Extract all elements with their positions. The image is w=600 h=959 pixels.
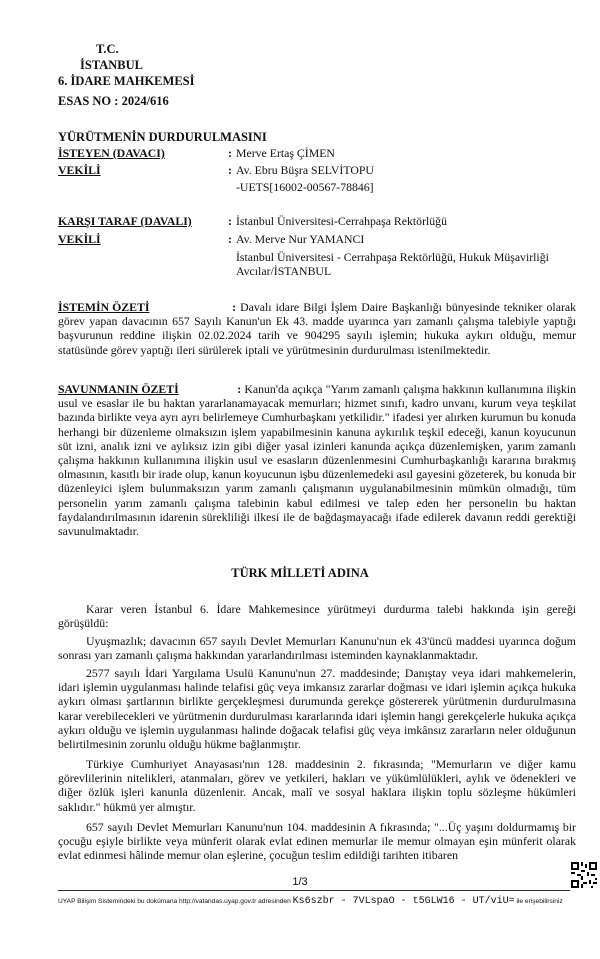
qr-code-icon — [571, 862, 597, 888]
paragraph-5: 657 sayılı Devlet Memurları Kanunu'nun 104. maddesinin A fıkrasında; "...Üç yaşını doldurmamış bir çocuğu eşiyle birlikte veya münferit olarak evlat edinen memurlar ile memur olmayan eşin münferit olarak evlat edinmesi hâlinde memur olan eşlerine, çocuğun teslim edildiği tarihten itibaren — [58, 820, 576, 863]
nation-heading: TÜRK MİLLETİ ADINA — [231, 566, 369, 580]
karsi-value: İstanbul Üniversitesi-Cerrahpaşa Rektörlüğü — [236, 214, 447, 228]
paragraph-1: Karar veren İstanbul 6. İdare Mahkemesince yürütmeyi durdurma talebi hakkında işin gereği görüşüldü: — [58, 602, 576, 631]
footer-access-code: Ks6szbr - 7VLspaO - t5GLW16 - UT/viU= — [292, 896, 515, 907]
vekili1-uets: -UETS[16002-00567-78846] — [236, 180, 374, 194]
vekili2-address-line1: İstanbul Üniversitesi - Cerrahpaşa Rektörlüğü, Hukuk Müşavirliği — [236, 250, 549, 264]
court-heading: 6. İDARE MAHKEMESİ — [58, 74, 195, 88]
paragraph-2: Uyuşmazlık; davacının 657 sayılı Devlet Memurları Kanunu'nun ek 43'üncü maddesi uyarınca doğum sonrası yarı zamanlı çalışma hakkından yararlandırılması isteminden kaynaklanmaktadır. — [58, 634, 576, 663]
vekili2-label: VEKİLİ — [58, 232, 101, 246]
vekili1-value: Av. Ebru Büşra SELVİTOPU — [236, 163, 374, 177]
city-heading: İSTANBUL — [80, 58, 143, 72]
istem-label: İSTEMİN ÖZETİ — [58, 300, 150, 314]
karsi-row: KARŞI TARAF (DAVALI) : İstanbul Üniversitesi-Cerrahpaşa Rektörlüğü — [58, 214, 447, 228]
esas-label: ESAS NO — [58, 94, 112, 108]
savunma-label: SAVUNMANIN ÖZETİ — [58, 382, 179, 396]
istem-section: İSTEMİN ÖZETİ : Davalı idare Bilgi İşlem Daire Başkanlığı bünyesinde tekniker olarak görev yapan davacının 657 Sayılı Kanun'un Ek 43. madde uyarınca yarı zamanlı çalışma talebiyle yaptığı başvurunun reddine ilişkin 02.02.2024 tarih ve 904295 sayılı işlemin; hukuka aykırı olduğu, memur statüsünde görev yaptığı ileri sürülerek iptali ve yürütmesinin durdurulması istenilmektedir. — [58, 300, 577, 357]
paragraph-3: 2577 sayılı İdari Yargılama Usulü Kanunu'nun 27. maddesinde; Danıştay veya idari mahkemelerin, idari işlemin uygulanması halinde telafisi güç veya imkansız zararlar doğması ve idari işlemin açıkça hukuka aykırı olması şartlarının birlikte gerçekleşmesi durumunda gerekçe göstererek yürütmenin durdurulmasına karar verebilecekleri ve yürütmenin durdurulması kararlarında idari işlemin hangi gerekçelerle hukuka açıkça aykırı olduğu ve işlemin uygulanması halinde doğacak telafisi güç veya imkânsız zararların neler olduğunun belirtilmesinin zorunlu olduğu hükme bağlanmıştır. — [58, 666, 576, 752]
paragraph-4: Türkiye Cumhuriyet Anayasası'nın 128. maddesinin 2. fıkrasında; "Memurların ve diğer kamu görevlilerinin nitelikleri, atanmaları, görev ve yetkileri, hakları ve yükümlülükleri, aylık ve ödenekleri ve diğer özlük işleri kanunla düzenlenir. Ancak, malî ve sosyal haklara ilişkin toplu sözleşme hükümleri saklıdır." hükmü yer almıştır. — [58, 757, 576, 814]
savunma-section: SAVUNMANIN ÖZETİ : Kanun'da açıkça "Yarım zamanlı çalışma hakkının kullanımına ilişkin usul ve esaslar ile bu haktan yararlanamayacak memurları; hizmet sınıfı, kadro unvanı, kurum veya teşkilat bazında birlikte veya ayrı ayrı belirlemeye Cumhurbaşkanı yetkilidir." ifadesi yer alırken kurumun bu konuda herhangi bir düzenleme olmaksızın işlem yapabilmesinin kanuna aykırılık teşkil edeceği, kanun koyucunun süt izni, analık izni ve aylıksız izin gibi diğer yasal izinleri kanunda açıkça düzenlemişken, yarım zamanlı çalışma hakkının kullanımına ilişkin usul ve esasların düzenlenmesini Cumhurbaşkanlığı kararına bırakmış olmasının, kasıtlı bir irade olup, kanun koyucunun işbu düzenlemedeki asıl gayesini gözeterek, bu konuda bir düzenleyici işlem bulunmaksızın yarım zamanlı çalışmanın uygulanabilmesinin mümkün olmadığı, tüm personelin yarım zamanlı çalışma talebinin kabul edilmesi ve talep eden her personelin bu haktan faydalandırılmasının idarenin sürekliliği ilkesi ile de bağdaşmayacağı ifade edilerek davanın reddi gerektiği savunulmaktadır. — [58, 382, 577, 539]
vekili2-address-line2: Avcılar/İSTANBUL — [236, 264, 332, 278]
isteyen-label: İSTEYEN (DAVACI) — [58, 146, 165, 160]
karsi-label: KARŞI TARAF (DAVALI) — [58, 214, 192, 228]
isteyen-row: İSTEYEN (DAVACI) : Merve Ertaş ÇİMEN — [58, 146, 335, 160]
footer-suffix: ile erişebilirsiniz — [516, 898, 563, 905]
page-number: 1/3 — [292, 876, 308, 888]
savunma-text: Kanun'da açıkça "Yarım zamanlı çalışma hakkının kullanımına ilişkin usul ve esaslar ile bu haktan yararlanamayacak memurları; hizmet sınıfı, kadro unvanı, kurum veya teşkilat bazında birlikte veya ayrı ayrı belirlemeye Cumhurbaşkanı yetkilidir." ifadesi yer alırken kurumun bu konuda herhangi bir düzenleme olmaksızın işlem yapabilmesinin kanuna aykırılık teşkil edeceği, kanun koyucunun süt izni, analık izni ve aylıksız izin gibi diğer yasal izinleri kanunda açıkça düzenlemişken, yarım zamanlı çalışma hakkının kullanımına ilişkin usul ve esasların düzenlenmesini Cumhurbaşkanlığı kararına bırakmış olmasının, kasıtlı bir irade olup, kanun koyucunun işbu düzenlemedeki asıl gayesini gözeterek, bu konuda bir düzenleyici işlem bulunmaksızın yarım zamanlı çalışmanın uygulanabilmesinin mümkün olmadığı, tüm personelin yarım zamanlı çalışma talebinin kabul edilmesi ve talep eden her personelin bu haktan faydalandırılmasının idarenin sürekliliği ilkesi ile de bağdaşmayacağı ifade edilerek davanın reddi gerektiği savunulmaktadır. — [58, 382, 577, 539]
esas-line — [58, 94, 169, 108]
istem-text: Davalı idare Bilgi İşlem Daire Başkanlığı bünyesinde tekniker olarak görev yapan davacının 657 Sayılı Kanun'un Ek 43. madde uyarınca yarı zamanlı çalışma talebiyle yaptığı başvurunun reddine ilişkin 02.02.2024 tarih ve 904295 sayılı işlemin; hukuka aykırı olduğu, memur statüsünde görev yaptığı ileri sürülerek iptali ve yürütmesinin durdurulması istenilmektedir. — [58, 300, 577, 357]
tc-heading: T.C. — [96, 42, 119, 56]
vekili1-row: VEKİLİ : Av. Ebru Büşra SELVİTOPU — [58, 163, 374, 177]
isteyen-value: Merve Ertaş ÇİMEN — [236, 146, 335, 160]
footer — [58, 896, 563, 907]
esas-value: : 2024/616 — [114, 94, 169, 108]
footer-divider — [58, 890, 570, 891]
footer-prefix: UYAP Bilişim Sistemindeki bu dokümana http://vatandas.uyap.gov.tr adresinden — [58, 898, 291, 905]
vekili1-label: VEKİLİ — [58, 163, 101, 177]
vekili2-row: VEKİLİ : Av. Merve Nur YAMANCI — [58, 232, 365, 246]
document-title: YÜRÜTMENİN DURDURULMASINI — [58, 130, 267, 144]
vekili2-value: Av. Merve Nur YAMANCI — [236, 232, 365, 246]
